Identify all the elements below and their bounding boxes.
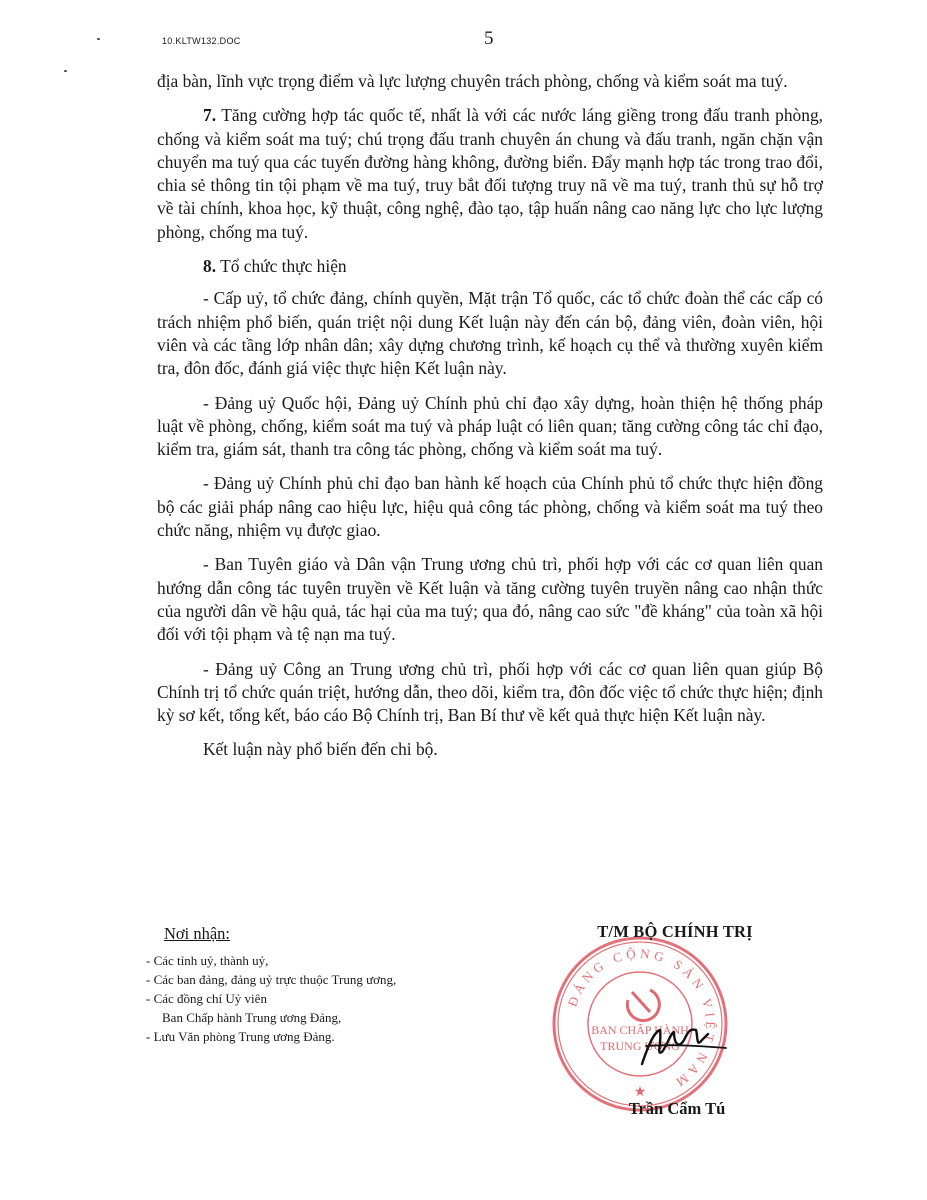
page-number: 5: [484, 28, 494, 49]
party-seal: [550, 934, 730, 1114]
signature-block: [545, 922, 805, 1132]
recipient-item: - Các ban đảng, đảng uỷ trực thuộc Trung ương,: [146, 972, 397, 987]
recipient-item: - Các đồng chí Uỷ viên: [146, 991, 267, 1006]
paragraph-party-committees: - Cấp uỷ, tổ chức đảng, chính quyền, Mặt trận Tổ quốc, các tổ chức đoàn thể các cấp có trách nhiệm phổ biến, quán triệt nội dung Kết luận này đến cán bộ, đảng viên, đoàn viên, hội viên và các tầng lớp nhân dân; xây dựng chương trình, kế hoạch cụ thể và thường xuyên kiểm tra, đôn đốc, đánh giá việc thực hiện Kết luận này.: [157, 288, 823, 379]
signer-name: Trần Cẩm Tú: [628, 1099, 726, 1118]
seal-inner-line1: BAN CHẤP HÀNH: [591, 1023, 689, 1037]
scan-speck: [97, 38, 100, 40]
section-number: 8.: [203, 256, 217, 277]
seal-inner-line2: TRUNG ƯƠNG: [600, 1039, 680, 1053]
seal-outer-text: ĐẢNG CỘNG SẢN VIỆT NAM: [564, 945, 719, 1093]
recipients-title: Nơi nhận:: [164, 924, 231, 943]
star-icon: ★: [633, 1085, 647, 1100]
paragraph-7: [157, 104, 823, 244]
recipients-block: [146, 924, 506, 1046]
paragraph-continuation: địa bàn, lĩnh vực trọng điểm và lực lượng chuyên trách phòng, chống và kiểm soát ma tuý.: [157, 71, 788, 91]
section-text: Tăng cường hợp tác quốc tế, nhất là với các nước láng giềng trong đấu tranh phòng, chống và kiểm soát ma tuý; chú trọng đấu tranh chuyên án chung và đấu tranh, ngăn chặn vận chuyển ma tuý qua các tuyến đường hàng không, đường biển. Đẩy mạnh hợp tác trong trao đổi, chia sẻ thông tin tội phạm về ma tuý, truy bắt đối tượng truy nã về ma tuý, tranh thủ sự hỗ trợ về tài chính, khoa học, kỹ thuật, công nghệ, đào tạo, tập huấn nâng cao năng lực cho lực lượng phòng, chống ma tuý.: [157, 105, 823, 242]
section-number: 7.: [203, 105, 217, 126]
paragraph-closing: Kết luận này phổ biến đến chi bộ.: [203, 739, 438, 760]
paragraph-propaganda: - Ban Tuyên giáo và Dân vận Trung ương chủ trì, phối hợp với các cơ quan liên quan hướng dẫn công tác tuyên truyền về Kết luận và tăng cường tuyên truyền nâng cao nhận thức của người dân về hậu quả, tác hại của ma tuý; qua đó, nâng cao sức "đề kháng" của toàn xã hội đối với tội phạm và tệ nạn ma tuý.: [157, 554, 823, 645]
paragraph-8-heading: [157, 255, 823, 278]
recipient-item: - Các tỉnh uỷ, thành uỷ,: [146, 953, 269, 968]
paragraph-national-assembly: - Đảng uỷ Quốc hội, Đảng uỷ Chính phủ chỉ đạo xây dựng, hoàn thiện hệ thống pháp luật về phòng, chống, kiểm soát ma tuý và pháp luật có liên quan; tăng cường công tác chỉ đạo, kiểm tra, giám sát, thanh tra công tác phòng, chống và kiểm soát ma tuý.: [157, 392, 823, 460]
section-heading-text: Tổ chức thực hiện: [216, 256, 347, 277]
recipients-list: [146, 951, 506, 1046]
file-code: 10.KLTW132.DOC: [162, 36, 241, 46]
recipient-item: Ban Chấp hành Trung ương Đảng,: [162, 1010, 342, 1025]
document-body: [157, 70, 823, 773]
signature-title: T/M BỘ CHÍNH TRỊ: [597, 922, 753, 941]
recipient-item: - Lưu Văn phòng Trung ương Đảng.: [146, 1029, 335, 1044]
paragraph-government: - Đảng uỷ Chính phủ chỉ đạo ban hành kế hoạch của Chính phủ tổ chức thực hiện đồng bộ các giải pháp nâng cao hiệu lực, hiệu quả công tác phòng, chống và kiểm soát ma tuý theo chức năng, nhiệm vụ được giao.: [157, 473, 823, 541]
scan-speck: [64, 70, 67, 72]
paragraph-public-security: - Đảng uỷ Công an Trung ương chủ trì, phối hợp với các cơ quan liên quan giúp Bộ Chính trị tổ chức quán triệt, hướng dẫn, theo dõi, kiểm tra, đôn đốc việc tổ chức thực hiện; định kỳ sơ kết, tổng kết, báo cáo Bộ Chính trị, Ban Bí thư về kết quả thực hiện Kết luận này.: [157, 658, 823, 726]
hammer-sickle-icon: [627, 990, 659, 1021]
